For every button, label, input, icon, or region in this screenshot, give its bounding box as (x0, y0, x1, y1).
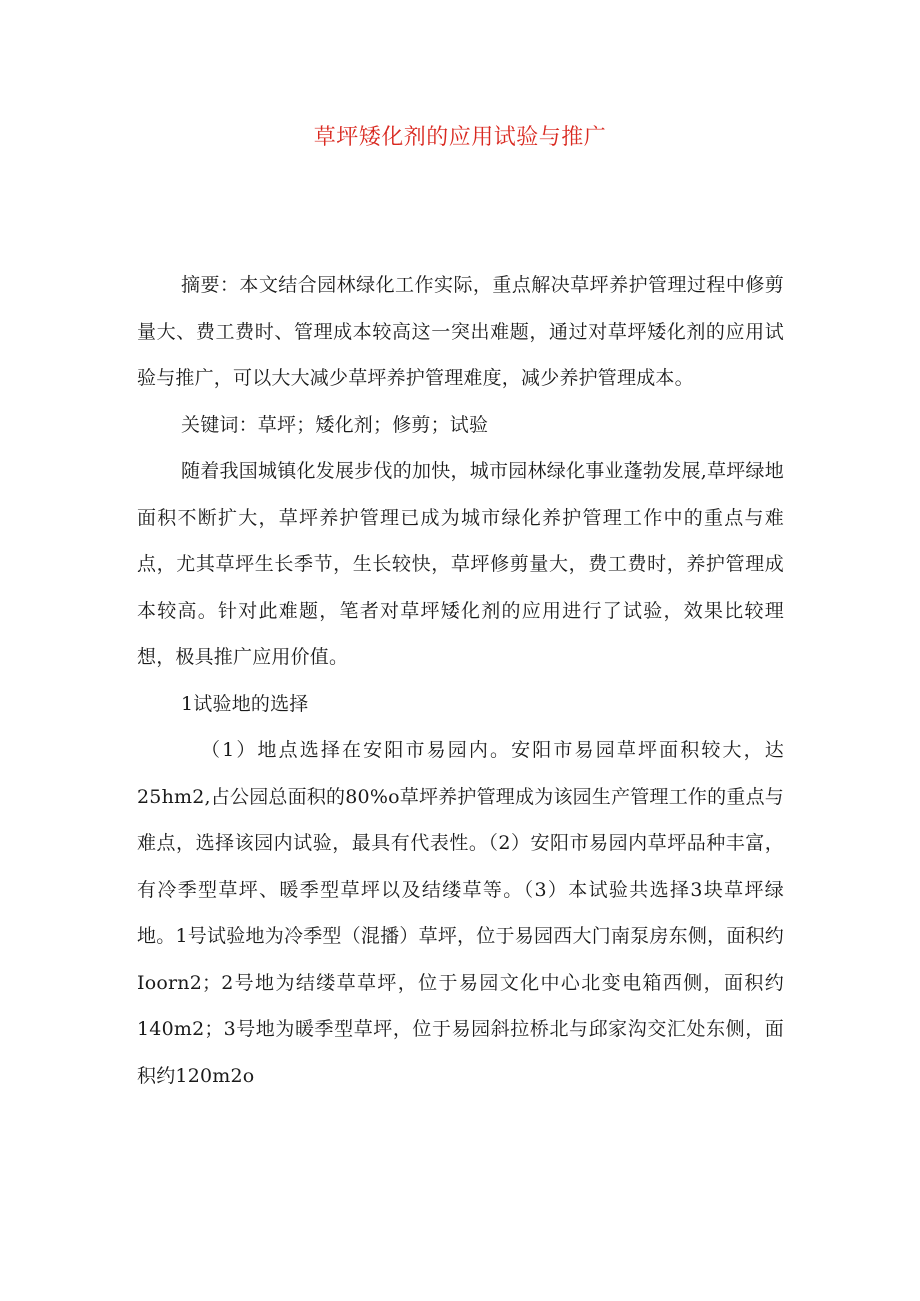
document-title: 草坪矮化剂的应用试验与推广 (313, 125, 607, 150)
keywords-paragraph: 关键词：草坪；矮化剂；修剪；试验 (181, 413, 489, 436)
abstract-paragraph: 摘要：本文结合园林绿化工作实际，重点解决草坪养护管理过程中修剪量大、费工费时、管理成本较高这一突出难题，通过对草坪矮化剂的应用试验与推广，可以大大减少草坪养护管理难度，减少养护管理成本。 (137, 274, 784, 389)
document-body (137, 262, 784, 1099)
section-heading: 1试验地的选择 (181, 692, 309, 715)
intro-paragraph: 随着我国城镇化发展步伐的加快，城市园林绿化事业蓬勃发展,草坪绿地面积不断扩大，草坪养护管理已成为城市绿化养护管理工作中的重点与难点，尤其草坪生长季节，生长较快，草坪修剪量大，费工费时，养护管理成本较高。针对此难题，笔者对草坪矮化剂的应用进行了试验，效果比较理想，极具推广应用价值。 (137, 460, 784, 668)
site-selection-paragraph: （1）地点选择在安阳市易园内。安阳市易园草坪面积较大，达25hm2,占公园总面积的80%o草坪养护管理成为该园生产管理工作的重点与难点，选择该园内试验，最具有代表性。（2）安阳市易园内草坪品种丰富，有冷季型草坪、暖季型草坪以及结缕草等。（3）本试验共选择3块草坪绿地。1号试验地为冷季型（混播）草坪，位于易园西大门南泵房东侧，面积约Ioorn2；2号地为结缕草草坪，位于易园文化中心北变电箱西侧，面积约140m2；3号地为暖季型草坪，位于易园斜拉桥北与邱家沟交汇处东侧，面积约120m2o (137, 739, 784, 1087)
